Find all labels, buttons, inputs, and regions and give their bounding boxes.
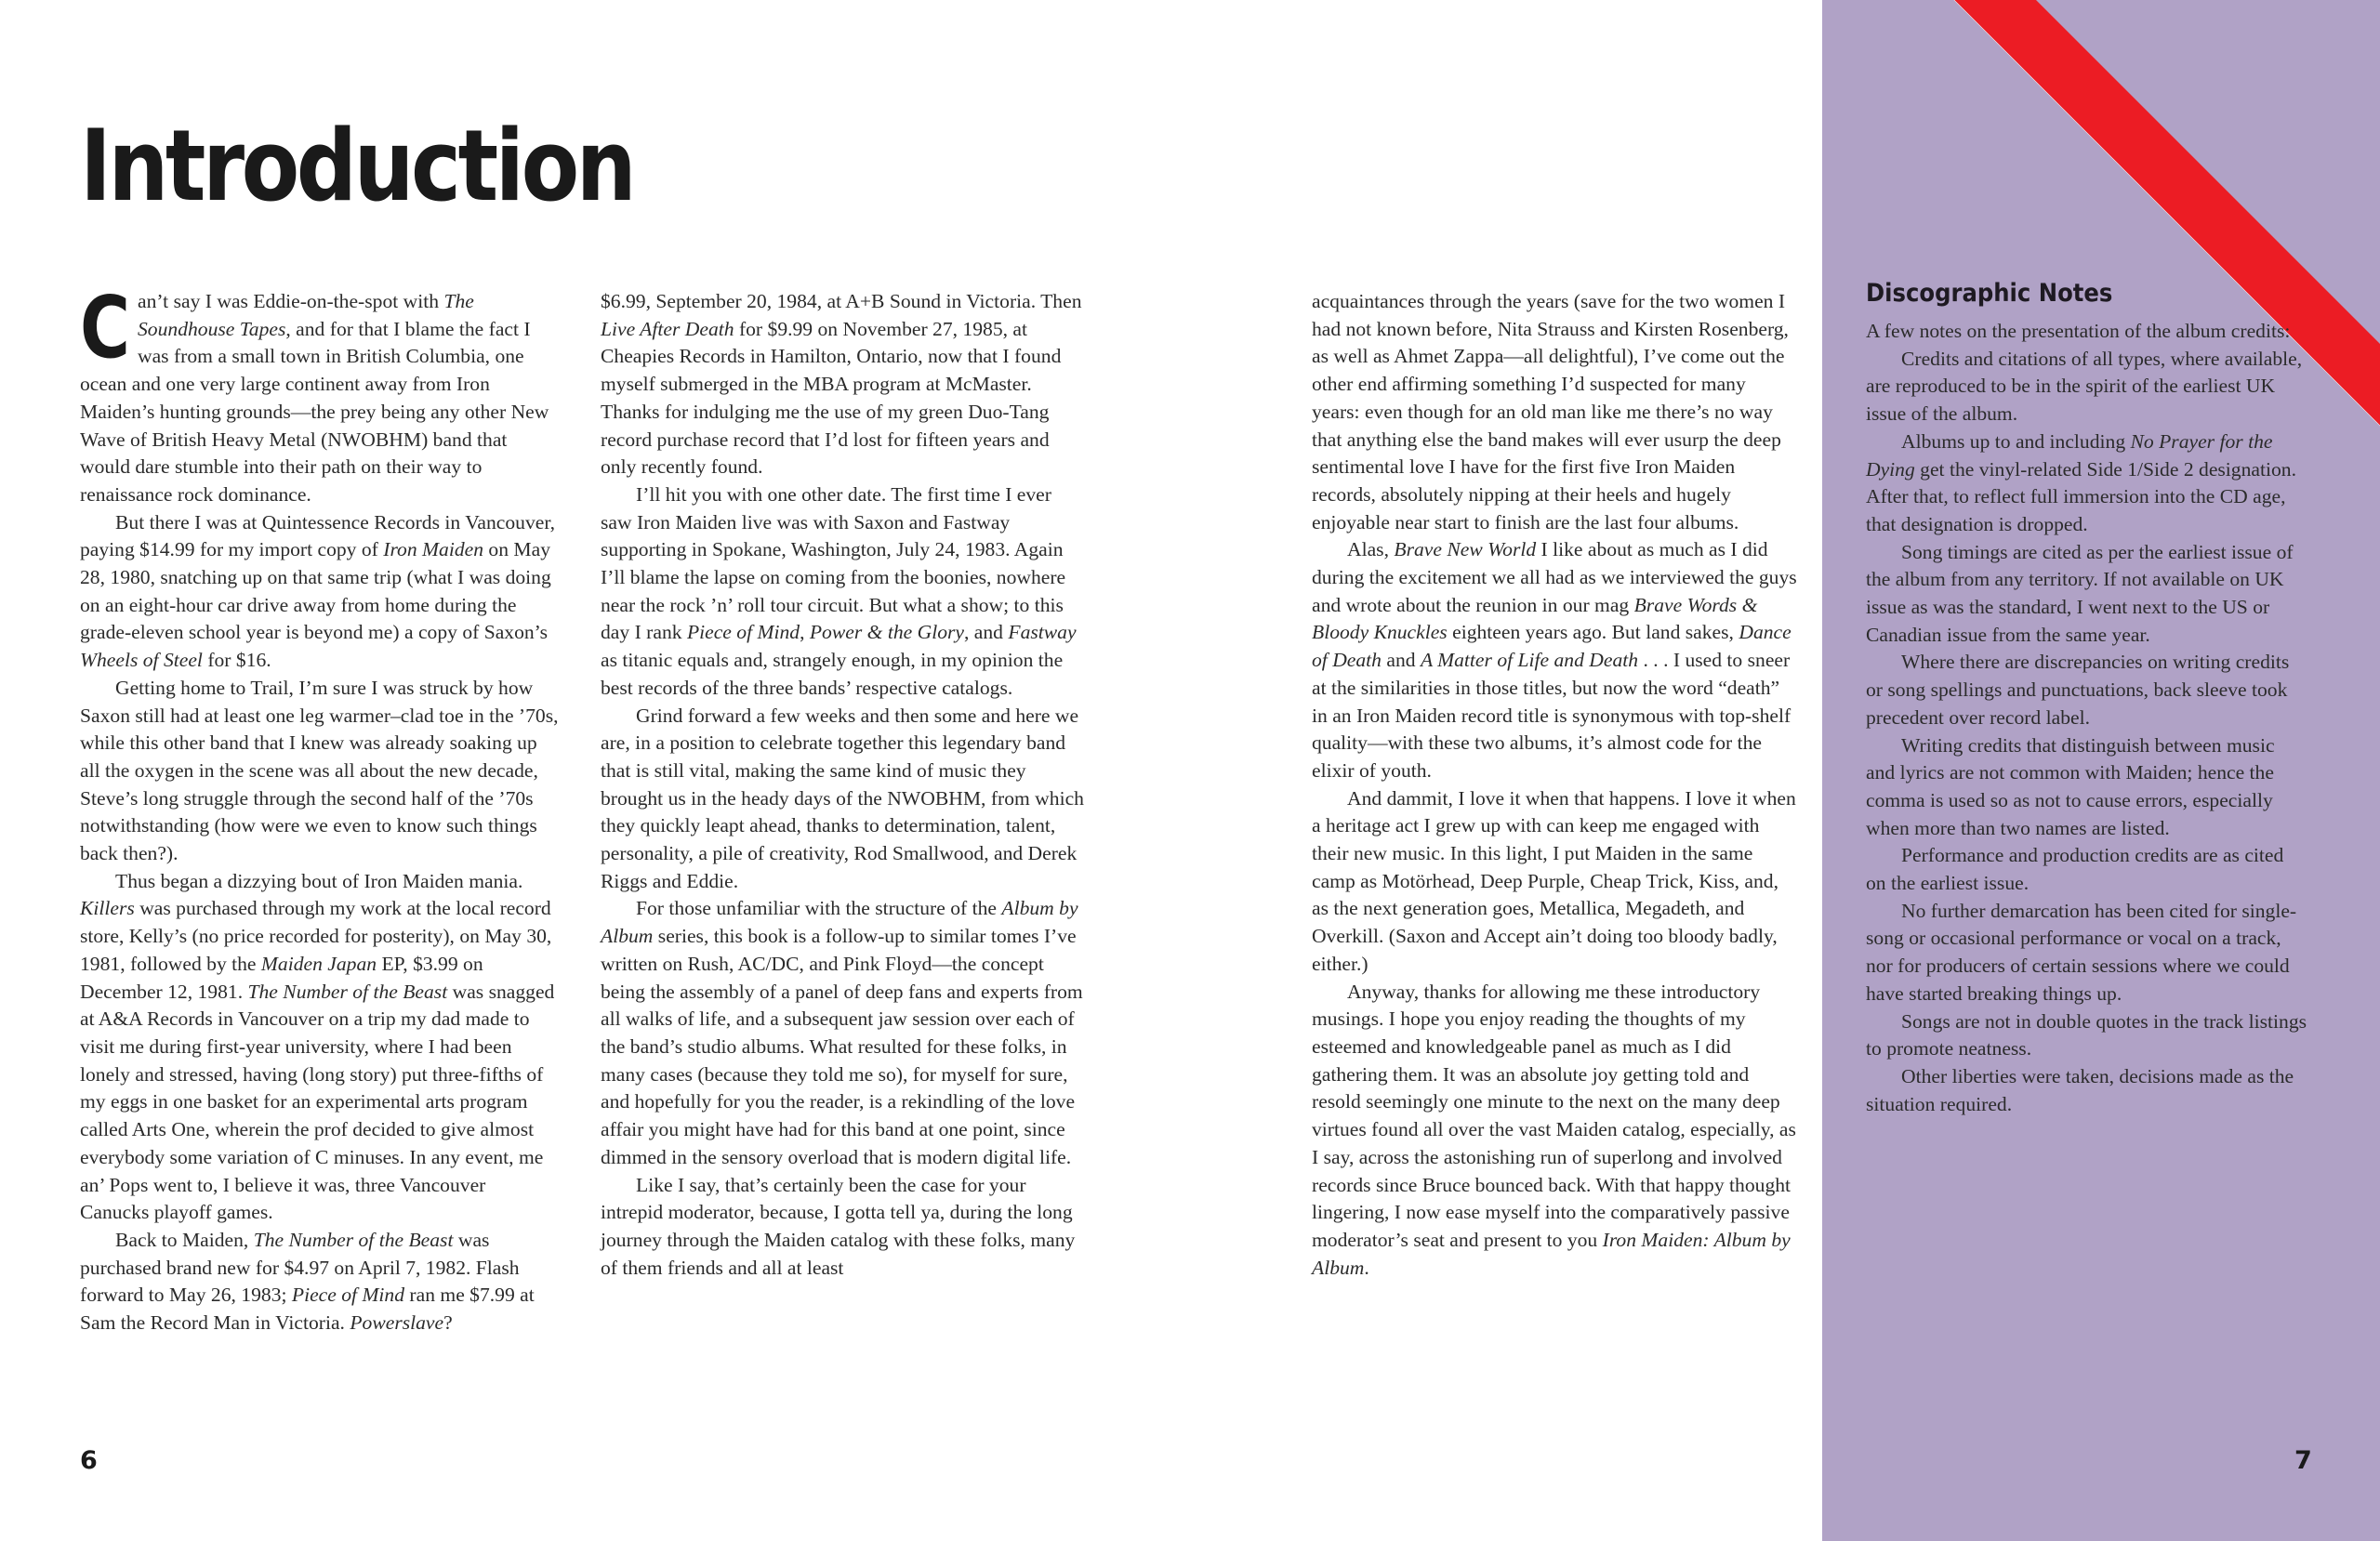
sidebar-text [1866, 318, 2308, 1118]
text-column-1 [80, 278, 560, 1337]
paragraph: A few notes on the presentation of the album credits: [1866, 320, 2291, 342]
text-column-3 [1312, 288, 1797, 1282]
paragraph: Songs are not in double quotes in the track listings to promote neatness. [1866, 1009, 2307, 1060]
paragraph: And dammit, I love it when that happens. I love it when a heritage act I grew up with can keep me engaged with their new music. In this light, I put Maiden in the same camp as Motörhead, Deep Purple, Cheap Trick, Kiss, and, as the next generation goes, Metallica, Megadeth, and Overkill. (Saxon and Accept ain’t doing too bloody badly, either.) [1312, 786, 1796, 975]
paragraph: No further demarcation has been cited for single-song or occasional performance or vocal on a track, nor for producers of certain sessions where we could have started breaking things up. [1866, 899, 2297, 1005]
text-column-2 [601, 288, 1086, 1282]
page-number-left: 6 [80, 1446, 98, 1475]
paragraph: For those unfamiliar with the structure of the Album by Album series, this book is a follow-up to similar tomes I’ve written on Rush, AC/DC, and Pink Floyd—the concept being the assembly of a panel of deep fans and experts from all walks of life, and a subsequent jaw session over each of the band’s studio albums. What resulted for these folks, in many cases (because they told me so), for myself for sure, and hopefully for you the reader, is a rekindling of the love affair you might have had for this band at one point, since dimmed in the sensory overload that is modern digital life. [601, 897, 1083, 1168]
paragraph: Can’t say I was Eddie-on-the-spot with The Soundhouse Tapes, and for that I blame the fact I was from a small town in British Columbia, one ocean and one very large continent away from Iron Maiden’s hunting grounds—the prey being any other New Wave of British Heavy Metal (NWOBHM) band that would dare stumble into their path on their way to renaissance rock dominance. [80, 278, 549, 506]
paragraph: But there I was at Quintessence Records in Vancouver, paying $14.99 for my import copy of Iron Maiden on May 28, 1980, snatching up on that same trip (what I was doing on an eight-hour car drive away from home during the grade-eleven school year is beyond me) a copy of Saxon’s Wheels of Steel for $16. [80, 510, 556, 672]
paragraph: Song timings are cited as per the earliest issue of the album from any territory. If not available on UK issue as was the standard, I went next to the US or Canadian issue from the same year. [1866, 540, 2294, 646]
page-number-right: 7 [2294, 1446, 2312, 1475]
sidebar-heading: Discographic Notes [1866, 279, 2113, 308]
paragraph: acquaintances through the years (save for the two women I had not known before, Nita Strauss and Kirsten Rosenberg, as well as Ahmet Zappa—all delightful), I’ve come out the other end affirming something I’d suspected for many years: even though for an old man like me there’s no way that anything else the band makes will ever usurp the deep sentimental love I have for the first five Iron Maiden records, absolutely nipping at their heels and hugely enjoyable near start to finish are the last four albums. [1312, 290, 1789, 533]
paragraph: Performance and production credits are as cited on the earliest issue. [1866, 844, 2284, 895]
paragraph: $6.99, September 20, 1984, at A+B Sound in Victoria. Then Live After Death for $9.99 on November 27, 1985, at Cheapies Records in Hamilton, Ontario, now that I found myself submerged in the MBA program at McMaster. Thanks for indulging me the use of my green Duo-Tang record purchase record that I’d lost for fifteen years and only recently found. [601, 290, 1082, 479]
paragraph: Like I say, that’s certainly been the case for your intrepid moderator, because, I gotta tell ya, during the long journey through the Maiden catalog with these folks, many of them friends and all at least [601, 1173, 1076, 1279]
paragraph: Credits and citations of all types, where available, are reproduced to be in the spirit of the earliest UK issue of the album. [1866, 347, 2303, 426]
paragraph: Alas, Brave New World I like about as much as I did during the excitement we all had as we interviewed the guys and wrote about the reunion in our mag Brave Words & Bloody Knuckles eighteen years ago. But land sakes, Dance of Death and A Matter of Life and Death . . . I used to sneer at the similarities in those titles, but now the word “death” in an Iron Maiden record title is synonymous with top-shelf quality—with these two albums, it’s almost code for the elixir of youth. [1312, 538, 1797, 782]
paragraph: Other liberties were taken, decisions made as the situation required. [1866, 1064, 2294, 1115]
paragraph: Thus began a dizzying bout of Iron Maiden mania. Killers was purchased through my work at the local record store, Kelly’s (no price recorded for posterity), on May 30, 1981, followed by the Maiden Japan EP, $3.99 on December 12, 1981. The Number of the Beast was snagged at A&A Records in Vancouver on a trip my dad made to visit me during first-year university, where I had been lonely and stressed, having (long story) put three-fifths of my eggs in one basket for an experimental arts program called Arts One, wherein the prof decided to give almost everybody some variation of C minuses. In any event, me an’ Pops went to, I believe it was, three Vancouver Canucks playoff games. [80, 869, 555, 1224]
page-title: Introduction [80, 109, 634, 223]
paragraph: Where there are discrepancies on writing credits or song spellings and punctuations, back sleeve took precedent over record label. [1866, 651, 2290, 729]
paragraph: Albums up to and including No Prayer for the Dying get the vinyl-related Side 1/Side 2 designation. After that, to reflect full immersion into the CD age, that designation is dropped. [1866, 429, 2296, 535]
drop-cap: C [80, 278, 131, 377]
paragraph: Writing credits that distinguish between music and lyrics are not common with Maiden; hence the comma is used so as not to cause errors, especially when more than two names are listed. [1866, 733, 2275, 839]
paragraph: Back to Maiden, The Number of the Beast was purchased brand new for $4.97 on April 7, 1982. Flash forward to May 26, 1983; Piece of Mind ran me $7.99 at Sam the Record Man in Victoria. Powerslave? [80, 1228, 535, 1335]
paragraph: Anyway, thanks for allowing me these introductory musings. I hope you enjoy reading the thoughts of my esteemed and knowledgeable panel as much as I did gathering them. It was an absolute joy getting told and resold seemingly one minute to the next on the many deep virtues found all over the vast Maiden catalog, especially, as I say, across the astonishing run of superlong and involved records since Bruce bounced back. With that happy thought lingering, I now ease myself into the comparatively passive moderator’s seat and present to you Iron Maiden: Album by Album. [1312, 980, 1796, 1279]
paragraph: Grind forward a few weeks and then some and here we are, in a position to celebrate together this legendary band that is still vital, making the same kind of music they brought us in the heady days of the NWOBHM, from which they quickly leapt ahead, thanks to determination, talent, personality, a pile of creativity, Rod Smallwood, and Derek Riggs and Eddie. [601, 704, 1084, 892]
paragraph: I’ll hit you with one other date. The first time I ever saw Iron Maiden live was with Saxon and Fastway supporting in Spokane, Washington, July 24, 1983. Again I’ll blame the lapse on coming from the boonies, nowhere near the rock ’n’ roll tour circuit. But what a show; to this day I rank Piece of Mind, Power & the Glory, and Fastway as titanic equals and, strangely enough, in my opinion the best records of the three bands’ respective catalogs. [601, 482, 1077, 699]
paragraph: Getting home to Trail, I’m sure I was struck by how Saxon still had at least one leg warmer–clad toe in the ’70s, while this other band that I knew was already soaking up all the oxygen in the scene was all about the new decade, Steve’s long struggle through the second half of the ’70s notwithstanding (how were we even to know such things back then?). [80, 676, 559, 865]
